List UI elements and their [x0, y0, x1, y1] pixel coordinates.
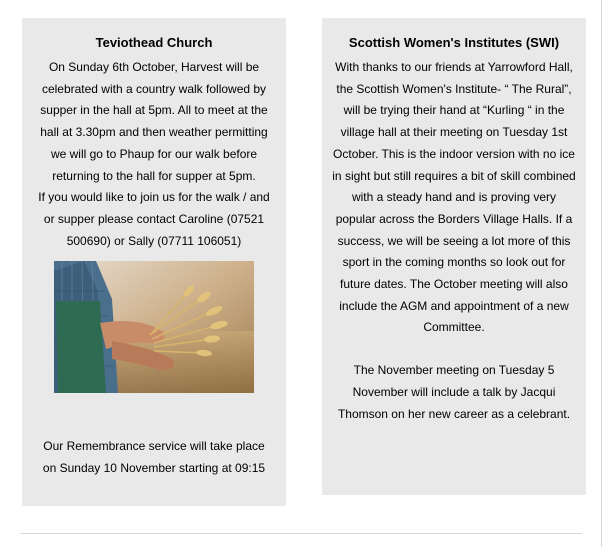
farmer-holding-wheat-image	[54, 261, 254, 393]
swi-notice-card	[322, 18, 586, 495]
harvest-wheat-photo	[54, 261, 254, 393]
remembrance-service-paragraph: Our Remembrance service will take place on Sunday 10 November starting at 09:15	[42, 439, 266, 476]
church-notice-card	[22, 18, 286, 506]
kurling-paragraph: With thanks to our friends at Yarrowford Hall, the Scottish Women's Institute- “ The Rural”, will be trying their hand at “Kurling “ in the village hall at their meeting on Tuesday 1st October. This is the indoor version with no ice in sight but still requires a bit of skill combined with a steady hand and is proving very popular across the Borders Village Halls. If a success, we will be seeing a lot more of this sport in the coming months so look out for future dates. The October meeting will also include the AGM and appointment of a new Committee.	[332, 60, 576, 335]
section-divider-bottom	[20, 533, 582, 534]
swi-notice-title: Scottish Women's Institutes (SWI)	[348, 35, 560, 50]
church-notice-title: Teviothead Church	[95, 35, 213, 50]
frame-divider-right	[601, 0, 602, 547]
contact-paragraph: If you would like to join us for the walk / and or supper please contact Caroline (07521 500690) or Sally (07711 106051)	[38, 190, 270, 248]
harvest-walk-paragraph: On Sunday 6th October, Harvest will be celebrated with a country walk followed by supper in the hall at 5pm. All to meet at the hall at 3.30pm and then weather permitting we will go to Phaup for our walk before returning to the hall for supper at 5pm.	[40, 60, 268, 183]
november-meeting-paragraph: The November meeting on Tuesday 5 November will include a talk by Jacqui Thomson on her new career as a celebrant.	[337, 363, 571, 421]
